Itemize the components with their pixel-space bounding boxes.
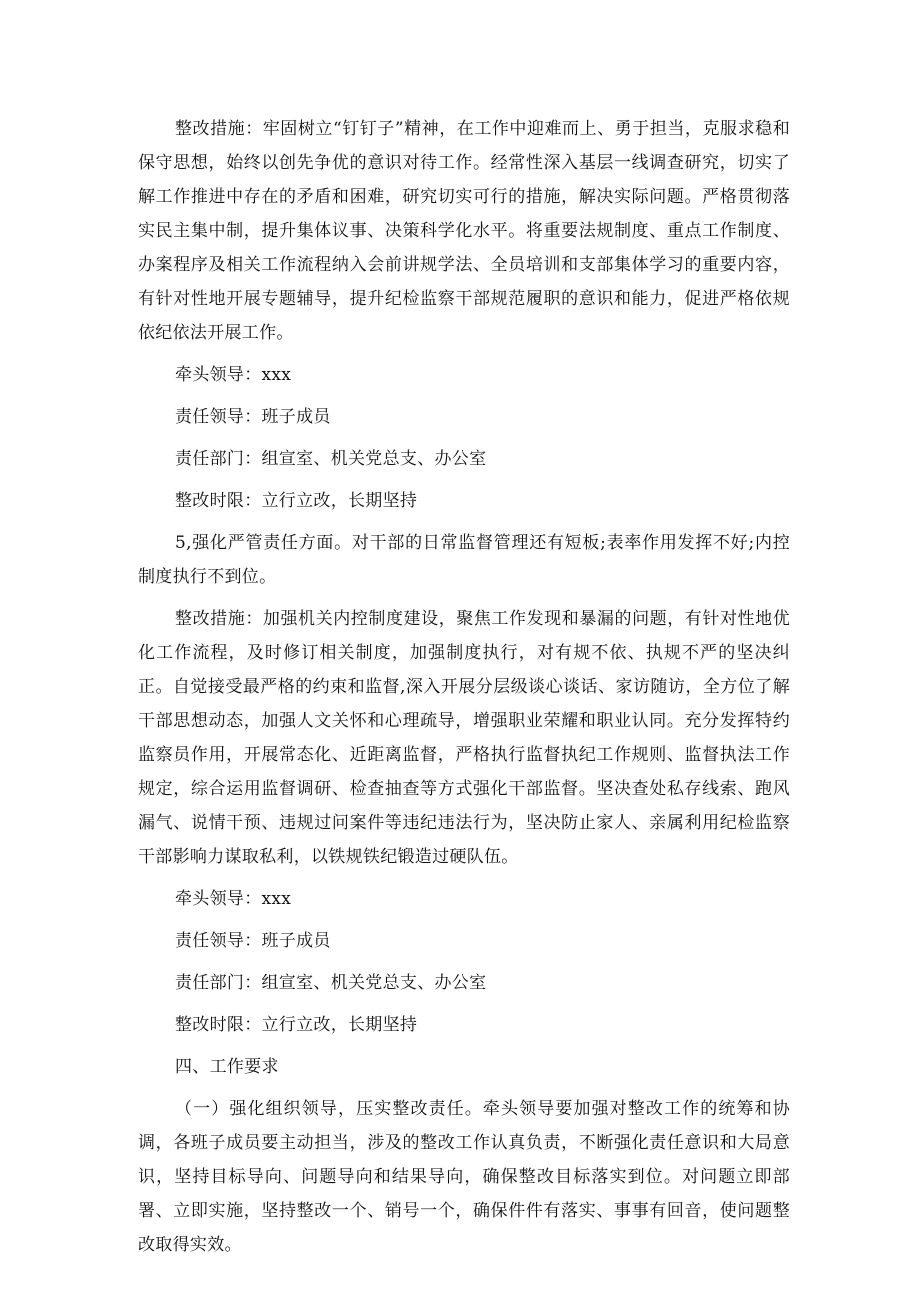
deadline-line: 整改时限：立行立改，长期坚持 [175, 491, 418, 511]
document-body [138, 112, 790, 1262]
rectification-measures-paragraph: 整改措施：牢固树立“钉钉子”精神，在工作中迎难而上、勇于担当，克服求稳和保守思想，始终以创先争优的意识对待工作。经常性深入基层一线调查研究，切实了解工作推进中存在的矛盾和困难，研究切实可行的措施，解决实际问题。严格贯彻落实民主集中制，提升集体议事、决策科学化水平。将重要法规制度、重点工作制度、办案程序及相关工作流程纳入会前讲规学法、全员培训和支部集体学习的重要内容，有针对性地开展专题辅导，提升纪检监察干部规范履职的意识和能力，促进严格依规依纪依法开展工作。 [138, 119, 790, 343]
responsible-leader-line: 责任领导：班子成员 [175, 407, 331, 427]
responsible-leader-line: 责任领导：班子成员 [175, 931, 331, 951]
issue-paragraph: 5,强化严管责任方面。对干部的日常监督管理还有短板;表率作用发挥不好;内控制度执行不到位。 [138, 533, 790, 587]
responsible-department-line: 责任部门：组宣室、机关党总支、办公室 [175, 973, 487, 993]
rectification-measures-paragraph: 整改措施：加强机关内控制度建设，聚焦工作发现和暴漏的问题，有针对性地优化工作流程，及时修订相关制度，加强制度执行，对有规不依、执规不严的坚决纠正。自觉接受最严格的约束和监督,深入开展分层级谈心谈话、家访随访，全方位了解干部思想动态，加强人文关怀和心理疏导，增强职业荣耀和职业认同。充分发挥特约监察员作用，开展常态化、近距离监督，严格执行监督执纪工作规则、监督执法工作规定，综合运用监督调研、检查抽查等方式强化干部监督。坚决查处私存线索、跑风漏气、说情干预、违规过问案件等违纪违法行为，坚决防止家人、亲属利用纪检监察干部影响力谋取私利，以铁规铁纪锻造过硬队伍。 [138, 609, 790, 867]
requirement-paragraph: （一）强化组织领导，压实整改责任。牵头领导要加强对整改工作的统筹和协调，各班子成员要主动担当，涉及的整改工作认真负责，不断强化责任意识和大局意识，坚持目标导向、问题导向和结果导向，确保整改目标落实到位。对问题立即部署、立即实施，坚持整改一个、销号一个，确保件件有落实、事事有回音，使问题整改取得实效。 [138, 1099, 790, 1255]
responsible-department-line: 责任部门：组宣室、机关党总支、办公室 [175, 449, 487, 469]
lead-leader-line: 牵头领导：xxx [175, 365, 292, 385]
lead-leader-line: 牵头领导：xxx [175, 889, 292, 909]
section-heading: 四、工作要求 [175, 1057, 279, 1077]
deadline-line: 整改时限：立行立改，长期坚持 [175, 1015, 418, 1035]
